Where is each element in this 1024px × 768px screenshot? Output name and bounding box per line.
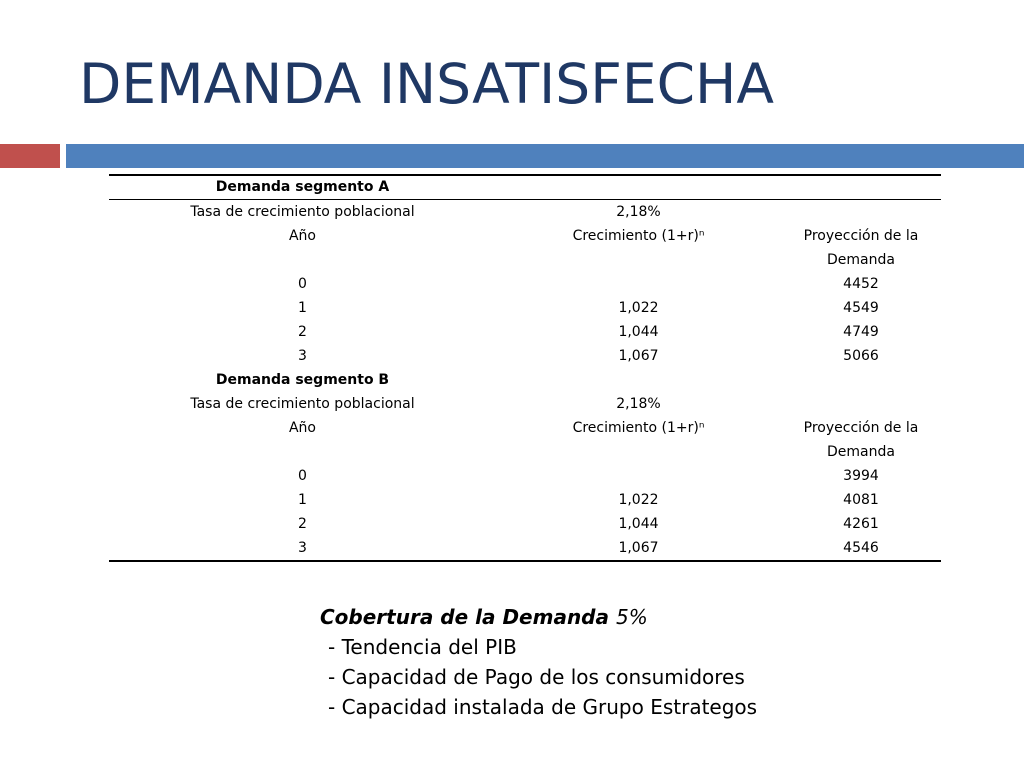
coverage-heading-pct: 5% [615, 605, 648, 629]
table-row [109, 296, 941, 320]
cell-projection: 4749 [843, 324, 879, 340]
cell-growth: 1,022 [618, 492, 659, 508]
rate-value: 2,18% [616, 204, 661, 220]
cell-growth [496, 464, 781, 488]
cell-year: 0 [298, 468, 307, 484]
cell-growth: 1,067 [618, 540, 659, 556]
cell-projection: 4546 [843, 540, 879, 556]
cell-projection: 4261 [843, 516, 879, 532]
cell-projection: 4081 [843, 492, 879, 508]
table-row [109, 464, 941, 488]
rate-label: Tasa de crecimiento poblacional [190, 204, 415, 220]
cell-year: 0 [298, 276, 307, 292]
cell-growth: 1,022 [618, 300, 659, 316]
coverage-heading-text: Cobertura de la Demanda [320, 605, 609, 629]
segment-b-heading-row [109, 368, 941, 392]
segment-b-column-headers [109, 416, 941, 464]
col-year: Año [288, 420, 316, 436]
cell-projection: 4452 [843, 276, 879, 292]
coverage-notes [320, 602, 757, 722]
col-growth: Crecimiento (1+r)ⁿ [572, 420, 705, 436]
cell-projection: 5066 [843, 348, 879, 364]
cell-projection: 4549 [843, 300, 879, 316]
cell-year: 3 [298, 540, 307, 556]
demand-table [109, 174, 941, 562]
cell-year: 2 [298, 324, 307, 340]
cell-year: 3 [298, 348, 307, 364]
table-row [109, 512, 941, 536]
segment-a-rate-row [109, 200, 941, 224]
cell-growth: 1,044 [618, 516, 659, 532]
cell-year: 1 [298, 492, 307, 508]
segment-a-heading: Demanda segmento A [215, 179, 390, 195]
slide-title: DEMANDA INSATISFECHA [79, 52, 774, 116]
table-row [109, 488, 941, 512]
segment-a-column-headers [109, 224, 941, 272]
col-growth: Crecimiento (1+r)ⁿ [572, 228, 705, 244]
col-year: Año [288, 228, 316, 244]
cell-year: 2 [298, 516, 307, 532]
cell-growth: 1,067 [618, 348, 659, 364]
cell-year: 1 [298, 300, 307, 316]
cell-growth [496, 272, 781, 296]
rate-value: 2,18% [616, 396, 661, 412]
coverage-item: - Capacidad de Pago de los consumidores [328, 665, 745, 689]
table-row [109, 272, 941, 296]
cell-growth: 1,044 [618, 324, 659, 340]
accent-bar-blue [66, 144, 1024, 168]
segment-b-heading: Demanda segmento B [215, 372, 390, 388]
col-projection: Proyección de la Demanda [803, 420, 919, 460]
coverage-item: - Capacidad instalada de Grupo Estrategos [328, 695, 758, 719]
coverage-item: - Tendencia del PIB [328, 635, 517, 659]
col-projection: Proyección de la Demanda [803, 228, 919, 268]
table-row [109, 320, 941, 344]
table-row [109, 344, 941, 368]
accent-bar-red [0, 144, 60, 168]
segment-a-heading-row [109, 176, 941, 200]
segment-b-rate-row [109, 392, 941, 416]
coverage-heading [320, 602, 757, 632]
table-row [109, 536, 941, 560]
rate-label: Tasa de crecimiento poblacional [190, 396, 415, 412]
cell-projection: 3994 [843, 468, 879, 484]
